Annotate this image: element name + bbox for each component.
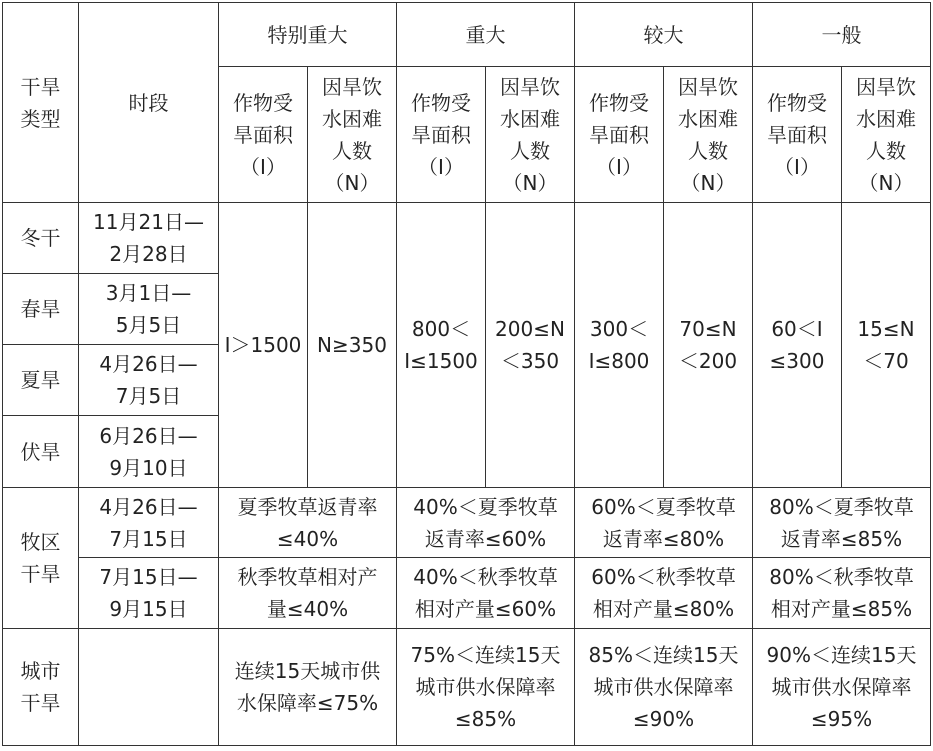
drought-type-cell: 冬干 (3, 203, 79, 274)
period-cell: 4月26日— 7月5日 (79, 345, 219, 416)
period-cell: 6月26日— 9月10日 (79, 416, 219, 488)
header-level-severe: 重大 (397, 3, 575, 67)
value-cell: 80%＜夏季牧草 返青率≤85% (753, 488, 931, 558)
header-crop-area: 作物受 旱面积 （I） (575, 67, 664, 203)
value-cell: 60%＜夏季牧草 返青率≤80% (575, 488, 753, 558)
value-cell: 秋季牧草相对产 量≤40% (219, 558, 397, 629)
table-row-city-drought (3, 629, 931, 746)
header-period: 时段 (79, 3, 219, 203)
header-level-extreme: 特别重大 (219, 3, 397, 67)
value-cell: 连续15天城市供 水保障率≤75% (219, 629, 397, 746)
value-cell: 70≤N ＜200 (664, 203, 753, 488)
value-cell: 60%＜秋季牧草 相对产量≤80% (575, 558, 753, 629)
value-cell: 800＜ I≤1500 (397, 203, 486, 488)
value-cell: 75%＜连续15天 城市供水保障率 ≤85% (397, 629, 575, 746)
drought-type-cell: 牧区 干旱 (3, 488, 79, 629)
period-cell: 7月15日— 9月15日 (79, 558, 219, 629)
period-cell: 4月26日— 7月15日 (79, 488, 219, 558)
value-cell: 90%＜连续15天 城市供水保障率 ≤95% (753, 629, 931, 746)
value-cell: 60＜I ≤300 (753, 203, 842, 488)
value-cell: 85%＜连续15天 城市供水保障率 ≤90% (575, 629, 753, 746)
header-row-levels (3, 3, 931, 67)
table-row-winter-drought (3, 203, 931, 274)
header-level-major: 较大 (575, 3, 753, 67)
period-cell: 11月21日— 2月28日 (79, 203, 219, 274)
drought-type-cell: 伏旱 (3, 416, 79, 488)
header-level-general: 一般 (753, 3, 931, 67)
value-cell: 15≤N ＜70 (842, 203, 931, 488)
value-cell: 40%＜秋季牧草 相对产量≤60% (397, 558, 575, 629)
drought-type-cell: 夏旱 (3, 345, 79, 416)
header-water-people: 因旱饮 水困难 人数 （N） (308, 67, 397, 203)
header-water-people: 因旱饮 水困难 人数 （N） (664, 67, 753, 203)
table-row-pasture-summer (3, 488, 931, 558)
value-cell: N≥350 (308, 203, 397, 488)
drought-type-cell: 春旱 (3, 274, 79, 345)
header-crop-area: 作物受 旱面积 （I） (397, 67, 486, 203)
value-cell: I＞1500 (219, 203, 308, 488)
period-cell: 3月1日— 5月5日 (79, 274, 219, 345)
header-crop-area: 作物受 旱面积 （I） (753, 67, 842, 203)
period-cell (79, 629, 219, 746)
drought-classification-table (2, 2, 931, 746)
value-cell: 40%＜夏季牧草 返青率≤60% (397, 488, 575, 558)
header-water-people: 因旱饮 水困难 人数 （N） (486, 67, 575, 203)
header-crop-area: 作物受 旱面积 （I） (219, 67, 308, 203)
value-cell: 80%＜秋季牧草 相对产量≤85% (753, 558, 931, 629)
table-row-pasture-autumn (3, 558, 931, 629)
value-cell: 200≤N ＜350 (486, 203, 575, 488)
value-cell: 300＜ I≤800 (575, 203, 664, 488)
value-cell: 夏季牧草返青率 ≤40% (219, 488, 397, 558)
header-water-people: 因旱饮 水困难 人数 （N） (842, 67, 931, 203)
header-drought-type: 干旱 类型 (3, 3, 79, 203)
drought-type-cell: 城市 干旱 (3, 629, 79, 746)
